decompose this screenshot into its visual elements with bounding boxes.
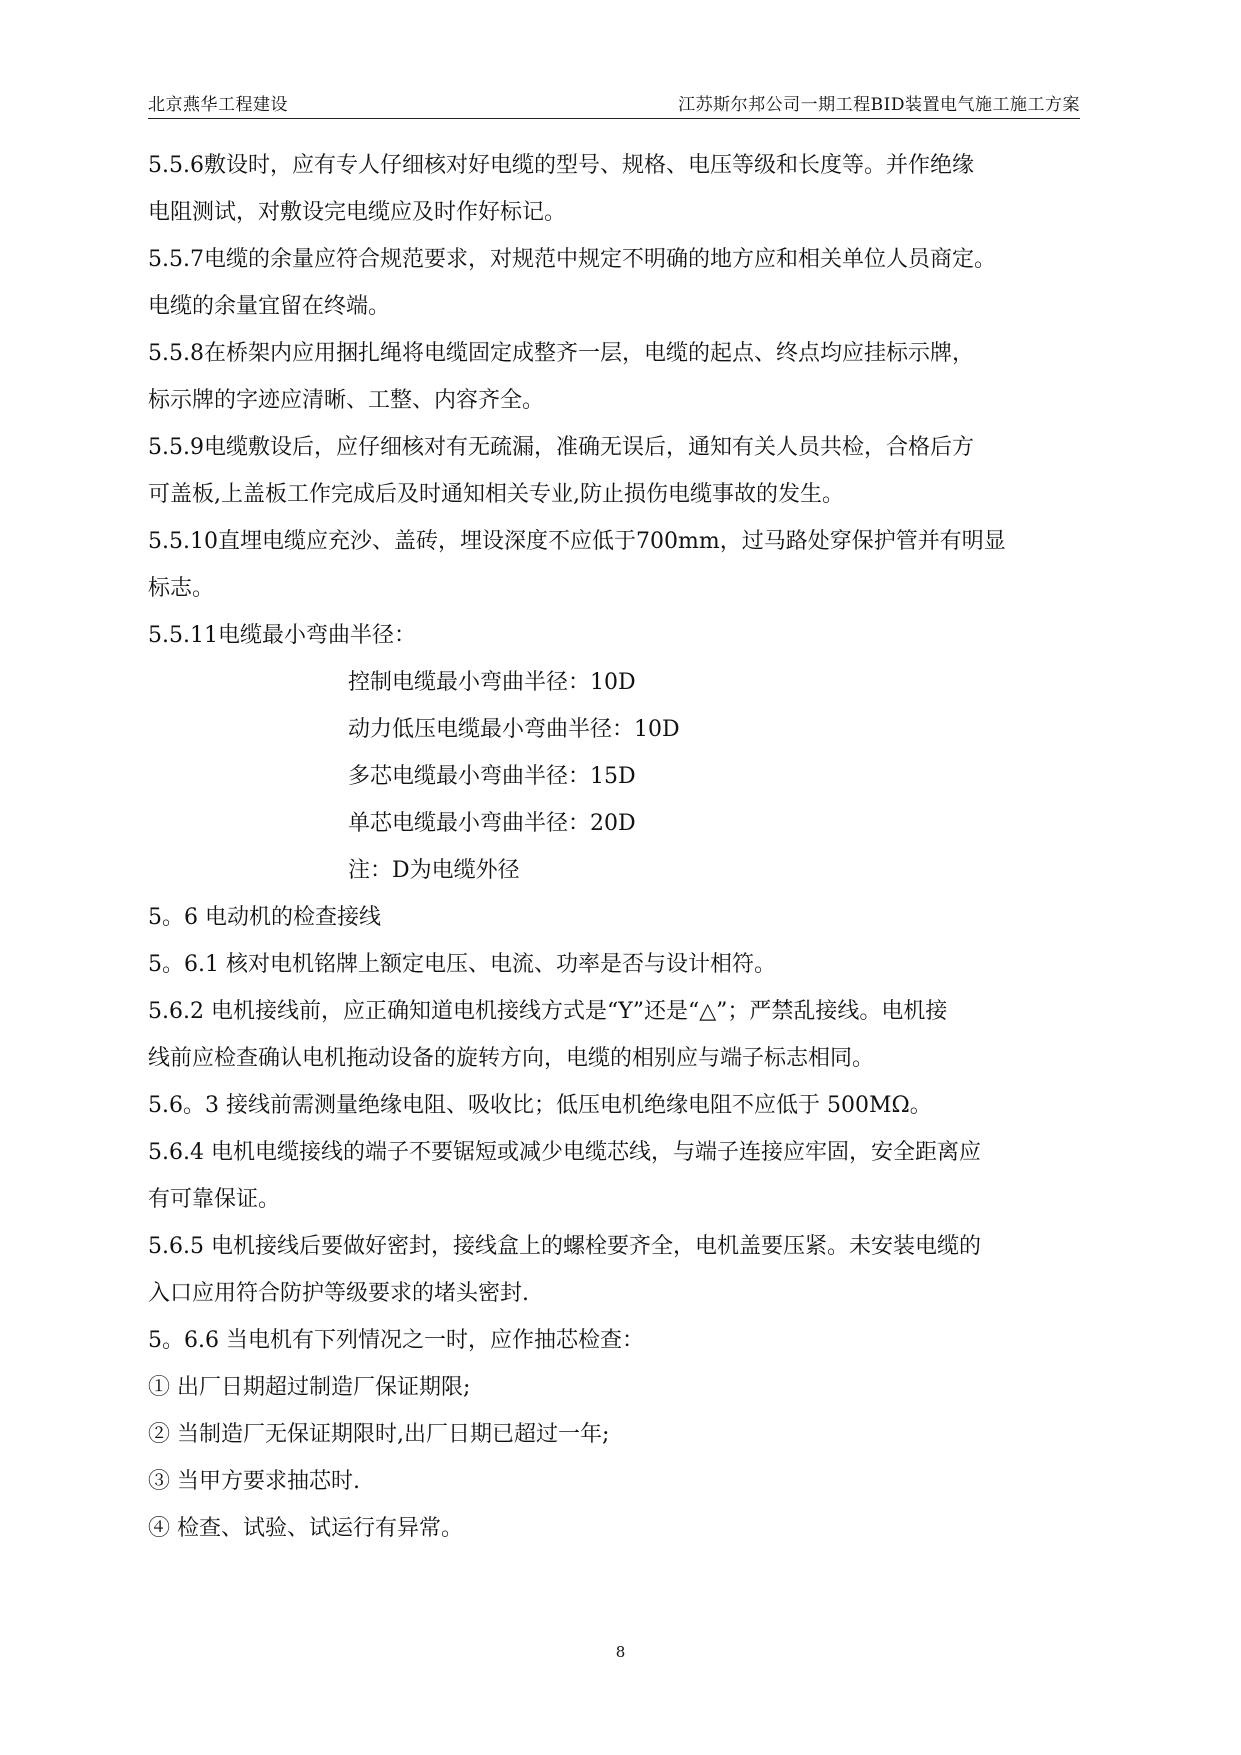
- bend-radius-item: 控制电缆最小弯曲半径：10D: [348, 670, 636, 695]
- paragraph-line: 5.6.4 电机电缆接线的端子不要锯短或减少电缆芯线，与端子连接应牢固，安全距离应: [148, 1140, 981, 1165]
- page-header: [148, 88, 1080, 119]
- bend-radius-note: 注：D为电缆外径: [348, 858, 520, 883]
- paragraph-line: 有可靠保证。: [148, 1187, 281, 1212]
- page-number: 8: [615, 1643, 626, 1661]
- list-item: ② 当制造厂无保证期限时,出厂日期已超过一年;: [148, 1422, 610, 1447]
- paragraph-line: 入口应用符合防护等级要求的堵头密封.: [148, 1281, 529, 1306]
- paragraph-line: 标示牌的字迹应清晰、工整、内容齐全。: [148, 388, 545, 413]
- paragraph-line: 5.5.9电缆敷设后，应仔细核对有无疏漏，准确无误后，通知有关人员共检，合格后方: [148, 435, 974, 460]
- paragraph-line: 5.5.10直埋电缆应充沙、盖砖，埋设深度不应低于700mm，过马路处穿保护管并有明显: [148, 529, 1006, 554]
- page-body: [148, 142, 1092, 1552]
- paragraph-line: 5.5.11电缆最小弯曲半径：: [148, 623, 416, 648]
- section-heading: 5。6 电动机的检查接线: [148, 905, 381, 930]
- paragraph-line: 5。6.6 当电机有下列情况之一时，应作抽芯检查：: [148, 1328, 644, 1353]
- paragraph-line: 5.6。3 接线前需测量绝缘电阻、吸收比；低压电机绝缘电阻不应低于 500MΩ。: [148, 1093, 932, 1118]
- bend-radius-item: 动力低压电缆最小弯曲半径：10D: [348, 717, 680, 742]
- paragraph-line: 5。6.1 核对电机铭牌上额定电压、电流、功率是否与设计相符。: [148, 952, 776, 977]
- paragraph-line: 5.6.2 电机接线前，应正确知道电机接线方式是“Y”还是“△”；严禁乱接线。电机接: [148, 999, 948, 1024]
- paragraph-line: 线前应检查确认电机拖动设备的旋转方向，电缆的相别应与端子标志相同。: [148, 1046, 875, 1071]
- list-item: ④ 检查、试验、试运行有异常。: [148, 1516, 463, 1541]
- header-document-title: 江苏斯尔邦公司一期工程BID装置电气施工施工方案: [678, 95, 1080, 115]
- paragraph-line: 标志。: [148, 576, 215, 601]
- header-company: 北京燕华工程建设: [148, 95, 288, 115]
- paragraph-line: 5.6.5 电机接线后要做好密封，接线盒上的螺栓要齐全，电机盖要压紧。未安装电缆的: [148, 1234, 981, 1259]
- list-item: ③ 当甲方要求抽芯时.: [148, 1469, 360, 1494]
- list-item: ① 出厂日期超过制造厂保证期限;: [148, 1375, 471, 1400]
- paragraph-line: 5.5.7电缆的余量应符合规范要求，对规范中规定不明确的地方应和相关单位人员商定。: [148, 247, 996, 272]
- bend-radius-item: 多芯电缆最小弯曲半径：15D: [348, 764, 636, 789]
- bend-radius-item: 单芯电缆最小弯曲半径：20D: [348, 811, 636, 836]
- paragraph-line: 可盖板,上盖板工作完成后及时通知相关专业,防止损伤电缆事故的发生。: [148, 482, 844, 507]
- paragraph-line: 电阻测试，对敷设完电缆应及时作好标记。: [148, 200, 567, 225]
- paragraph-line: 电缆的余量宜留在终端。: [148, 294, 391, 319]
- paragraph-line: 5.5.6敷设时，应有专人仔细核对好电缆的型号、规格、电压等级和长度等。并作绝缘: [148, 153, 974, 178]
- paragraph-line: 5.5.8在桥架内应用捆扎绳将电缆固定成整齐一层，电缆的起点、终点均应挂标示牌，: [148, 341, 974, 366]
